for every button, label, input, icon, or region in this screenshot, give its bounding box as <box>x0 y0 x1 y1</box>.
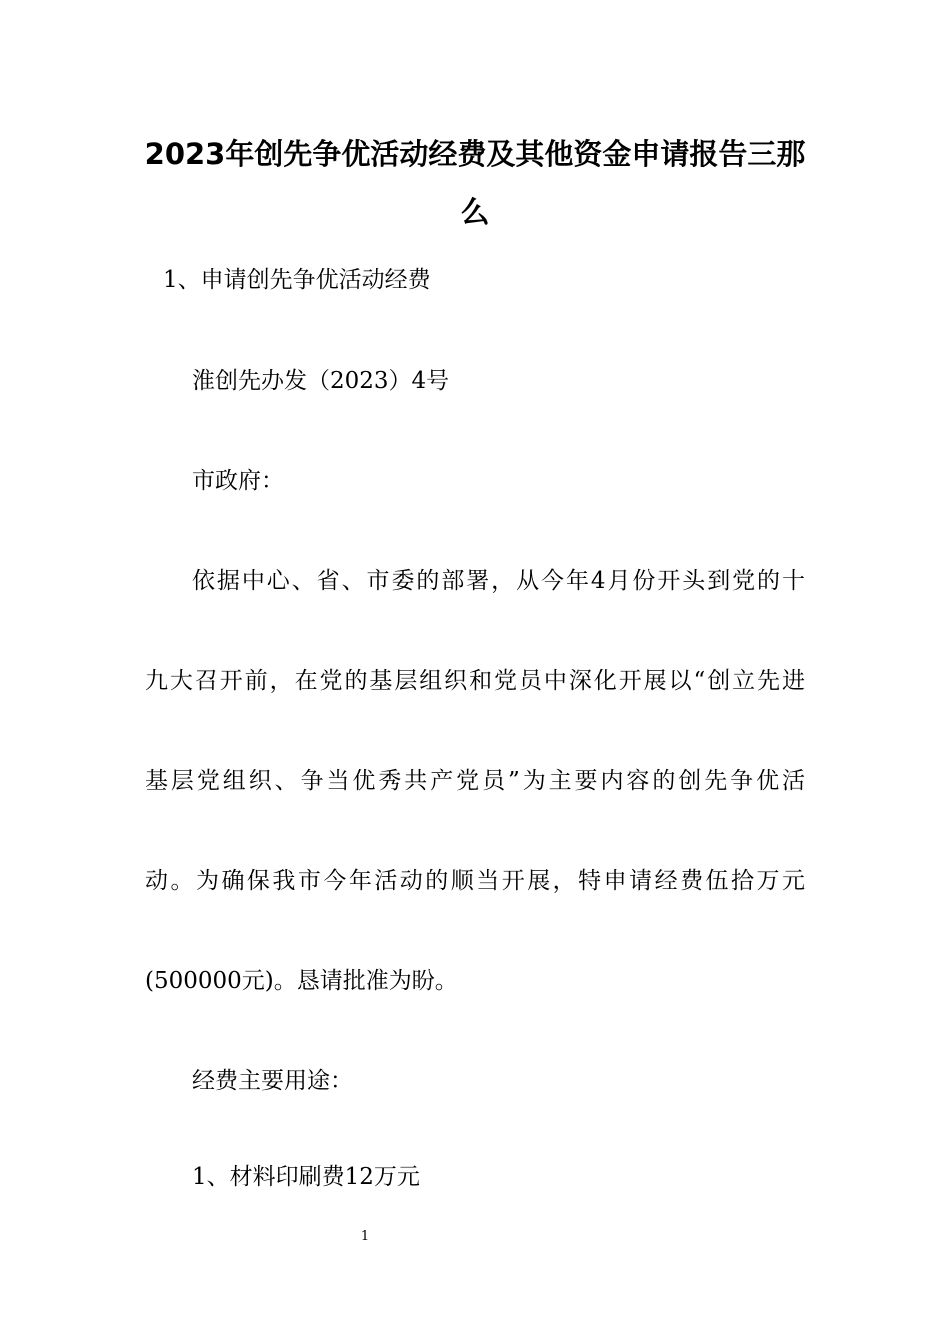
body-line: (500000元)。恳请批准为盼。 <box>145 968 458 994</box>
document-number: 淮创先办发（2023）4号 <box>192 368 450 394</box>
page-number: 1 <box>360 1229 370 1244</box>
body-line: 动。为确保我市今年活动的顺当开展，特申请经费伍拾万元 <box>145 868 805 894</box>
section-heading: 1、申请创先争优活动经费 <box>163 267 431 293</box>
body-line: 基层党组织、争当优秀共产党员”为主要内容的创先争优活 <box>145 768 805 794</box>
body-line: 九大召开前，在党的基层组织和党员中深化开展以“创立先进 <box>145 668 805 694</box>
document-title: 2023年创先争优活动经费及其他资金申请报告三那么 <box>144 137 806 229</box>
usage-heading: 经费主要用途： <box>192 1068 353 1094</box>
usage-item: 1、材料印刷费12万元 <box>192 1164 420 1190</box>
addressee: 市政府： <box>192 468 284 494</box>
body-line: 依据中心、省、市委的部署，从今年4月份开头到党的十 <box>192 568 805 594</box>
